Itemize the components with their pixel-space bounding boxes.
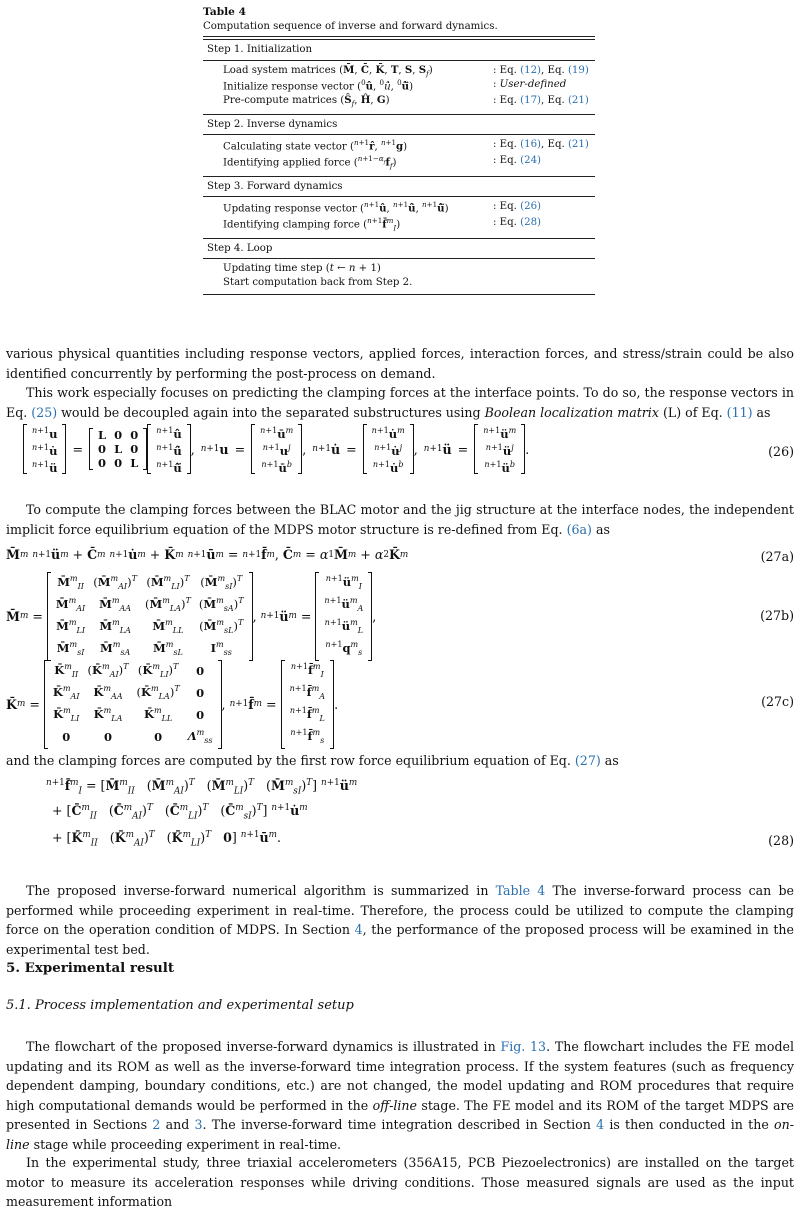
paragraph-text: The proposed inverse-forward numerical algorithm is summarized in bbox=[26, 883, 489, 898]
table-row bbox=[203, 138, 595, 154]
paragraph-text: The flowchart of the proposed inverse-forward dynamics is illustrated in bbox=[26, 1039, 496, 1054]
row-reference: : Eq. (26) bbox=[493, 201, 542, 213]
row-description: Calculating state vector ($^{n+1}$r̂, $^{n+1}$g) bbox=[223, 138, 408, 153]
row-description: Load system matrices (M̄, C̄, K̄, T, S, $S_f$) bbox=[223, 63, 433, 78]
table-row bbox=[203, 94, 595, 108]
paragraph-text: To compute the clamping forces between the BLAC motor and the jig structure at the interface nodes, the independent implicit force equilibrium equation of the MDPS motor structure is re-defined from Eq. bbox=[6, 502, 794, 537]
table-step-4 bbox=[203, 239, 595, 294]
paragraph-2 bbox=[6, 383, 794, 422]
table-caption: Computation sequence of inverse and forward dynamics. bbox=[203, 20, 498, 32]
equation-link[interactable]: (27) bbox=[574, 753, 601, 768]
paragraph-text: stage. The FE model and its ROM of the target MDPS are presented in Sections bbox=[6, 1097, 794, 1132]
step-title: Step 2. Inverse dynamics bbox=[207, 118, 338, 130]
equation-number: (28) bbox=[768, 833, 794, 848]
paragraph-7 bbox=[6, 1153, 794, 1212]
table-step-3 bbox=[203, 177, 595, 238]
table-row bbox=[203, 200, 595, 216]
paragraph-text: as bbox=[595, 521, 610, 537]
table-4 bbox=[203, 6, 595, 295]
paragraph-text: . The inverse-forward time integration described in Section bbox=[202, 1117, 591, 1132]
paragraph-text: stage while proceeding experiment in real-time. bbox=[33, 1136, 342, 1152]
paragraph-1 bbox=[6, 344, 794, 383]
table-step-2 bbox=[203, 115, 595, 176]
section-link[interactable]: 4 bbox=[354, 922, 363, 937]
table-label: Table 4 bbox=[203, 6, 246, 18]
equation-link[interactable]: (25) bbox=[31, 404, 58, 420]
equation-27c: K̄ m = K̄$^m_{II}$ (K̄$^m_{AI}$)$^T$ (K̄$^m_{LI}$)$^T$ 0 K̄$^m_{AI}$ K̄$^m_{AA}$ (K̄$^m_{LA}$)$^T$ 0 K̄$^m_{LI}$ K̄$^m_{LA}$ K̄$^m_{LL}$ 0 0 0 0 $\Lambda^m_{ss}$ , n+1 f̄ m = $^{n+1}$f̄$^m_I$ $^{n+1}$f̄$^m_A$ $^{n+1}$f̄$^m_L$ $^{n+1}$f̄$^m_s$ . (27c) bbox=[6, 660, 794, 746]
table-step-1 bbox=[203, 40, 595, 113]
paragraph-text: In the experimental study, three triaxial accelerometers (356A15, PCB Piezoelectronics) are installed on the target motor to measure its acceleration responses while driving conditions. Those measured signals are used as the input measurement information bbox=[6, 1155, 794, 1209]
table-bottom-rule bbox=[203, 294, 595, 295]
table-link[interactable]: Table 4 bbox=[495, 883, 546, 898]
row-reference: : Eq. (16), Eq. (21) bbox=[493, 139, 589, 151]
section-heading: 5. Experimental result bbox=[6, 960, 175, 976]
row-description: Identifying clamping force ($^{n+1}$f̄$^m_I$) bbox=[223, 216, 401, 233]
table-row bbox=[203, 262, 595, 275]
paragraph-text: various physical quantities including response vectors, applied forces, interaction forces, and stress/strain could be also identified concurrently by performing the post-process on demand. bbox=[6, 346, 794, 381]
table-row bbox=[203, 64, 595, 78]
equation-number: (26) bbox=[768, 444, 794, 459]
table-row bbox=[203, 154, 595, 171]
paragraph-3 bbox=[6, 500, 794, 539]
equation-27a: M̄ m n+1 ü m + C̄ m n+1 u̇ m + K̄ m n+1 ū m = n+1 f̄ m , C̄ m = α 1 M̄ m + α 2 K̄ m (27a) bbox=[6, 547, 794, 564]
row-description: Updating time step (t ← n + 1) bbox=[223, 263, 381, 275]
figure-link[interactable]: Fig. 13 bbox=[500, 1039, 547, 1054]
paragraph-text: , the performance of the proposed process will be examined in the experimental test bed. bbox=[6, 922, 795, 957]
row-reference bbox=[493, 276, 595, 289]
row-reference: : Eq. (12), Eq. (19) bbox=[493, 64, 589, 76]
step-title: Step 1. Initialization bbox=[207, 44, 313, 56]
paragraph-text: would be decoupled again into the separated substructures using bbox=[61, 404, 481, 420]
step-title: Step 4. Loop bbox=[207, 242, 273, 254]
paragraph-4 bbox=[6, 751, 794, 771]
table-row bbox=[203, 78, 595, 94]
paragraph-text: is then conducted in the bbox=[609, 1117, 769, 1132]
row-reference bbox=[493, 262, 595, 275]
paragraph-text: and the clamping forces are computed by the first row force equilibrium equation of Eq. bbox=[6, 753, 571, 768]
paragraph-text: . The flowchart includes the FE model updating and its ROM as well as the inverse-forward time integration process. If the system features (such as frequency dependent damping, boundary conditions, etc.) are not changed, the model updating and ROM procedures that require high computational demands would be performed in the bbox=[6, 1039, 794, 1113]
table-row bbox=[203, 216, 595, 233]
row-description: Identifying applied force $(^{n+1-\alpha_f}f_f)$ bbox=[223, 153, 397, 171]
subsection-heading: 5.1. Process implementation and experimental setup bbox=[6, 998, 354, 1013]
equation-26: $^{n+1}$u $^{n+1}$u̇ $^{n+1}$ü = L 0 0 0 L 0 0 0 L $^{n+1}$û $^{n+1}$û̇ $^{n+1}$û̈ , n+1 u = $^{n+1}ū^m$ $^{n+1}u^j$ $^{n+1}ū^b$ , n+1 u̇ = $^{n+1}$u̇$^m$ $^{n+1}$u̇$^j$ $^{n+1}$u̇$^b$ , n+1 ü = $^{n+1}ü^m$ $^{n+1}ü^j$ $^{n+1}ü^b$ . (26) bbox=[6, 422, 794, 484]
paragraph-text: as bbox=[756, 404, 771, 420]
row-description: Updating response vector ($^{n+1}$û, $^{n+1}$û̇, $^{n+1}$û̈) bbox=[223, 200, 449, 215]
paragraph-text: and bbox=[165, 1117, 190, 1132]
row-reference: : Eq. (17), Eq. (21) bbox=[493, 95, 589, 107]
emphasis: Boolean localization matrix bbox=[484, 404, 659, 420]
section-link[interactable]: 3 bbox=[194, 1117, 203, 1132]
equation-number: (27b) bbox=[760, 608, 794, 623]
paragraph-5 bbox=[6, 881, 794, 959]
row-description: Start computation back from Step 2. bbox=[223, 276, 413, 288]
row-reference: : Eq. (28) bbox=[493, 217, 542, 229]
paragraph-6 bbox=[6, 1037, 794, 1154]
step-title: Step 3. Forward dynamics bbox=[207, 180, 343, 192]
row-reference: : User-defined bbox=[493, 79, 567, 91]
paragraph-text: as bbox=[604, 753, 619, 768]
row-description: Initialize response vector ($^0$û, $^0$û̇, $^0$û̈) bbox=[223, 78, 414, 93]
paragraph-text: (L) of Eq. bbox=[662, 404, 723, 420]
paragraph-text: This work especially focuses on predicting the clamping forces at the interface points. To do so, the response vectors in Eq. bbox=[6, 385, 794, 420]
equation-link[interactable]: (11) bbox=[726, 404, 753, 420]
paragraph-text: The inverse-forward process can be performed while proceeding experiment in real-time. Therefore, the process could be utilized to compute the clamping force on the operation condition of MDPS. In Section bbox=[6, 883, 794, 937]
equation-27b: M̄ m = M̄$^m_{II}$ (M̄$^m_{AI}$)$^T$ (M̄$^m_{LI}$)$^T$ (M̄$^m_{sI}$)$^T$ M̄$^m_{AI}$ M̄$^m_{AA}$ (M̄$^m_{LA}$)$^T$ (M̄$^m_{sA}$)$^T$ M̄$^m_{LI}$ M̄$^m_{LA}$ M̄$^m_{LL}$ (M̄$^m_{sL}$)$^T$ M̄$^m_{sI}$ M̄$^m_{sA}$ M̄$^m_{sL}$ $I^m_{ss}$ , n+1 ü m = $^{n+1}ü^m_I$ $^{n+1}ü^m_A$ $^{n+1}ü^m_L$ $^{n+1}q^m_s$ , (27b) bbox=[6, 572, 794, 652]
row-reference: : Eq. (24) bbox=[493, 154, 542, 166]
equation-number: (27c) bbox=[761, 694, 794, 709]
emphasis: off-line bbox=[372, 1097, 417, 1113]
emphasis: on-line bbox=[6, 1117, 794, 1152]
equation-number: (27a) bbox=[760, 549, 794, 564]
table-row bbox=[203, 276, 595, 289]
equation-28: $^{n+1}$f̄$^m_I$ = [M̄$^m_{II}$ (M̄$^m_{AI}$)$^T$ (M̄$^m_{LI}$)$^T$ (M̄$^m_{sI}$)$^T$] $^{n+1}ü^m$ + [C̄$^m_{II}$ (C̄$^m_{AI}$)$^T$ (C̄$^m_{LI}$)$^T$ (C̄$^m_{sI}$)$^T$] $^{n+1}$u̇$^m$ + [K̄$^m_{II}$ (K̄$^m_{AI}$)$^T$ (K̄$^m_{LI}$)$^T$ 0] $^{n+1}ū^m$. (28) bbox=[46, 778, 794, 849]
section-link[interactable]: 2 bbox=[152, 1117, 161, 1132]
row-description: Pre-compute matrices ($Ŝ_f$, Ĥ, G) bbox=[223, 94, 390, 109]
section-link[interactable]: 4 bbox=[596, 1117, 605, 1132]
equation-link[interactable]: (6a) bbox=[566, 521, 592, 537]
